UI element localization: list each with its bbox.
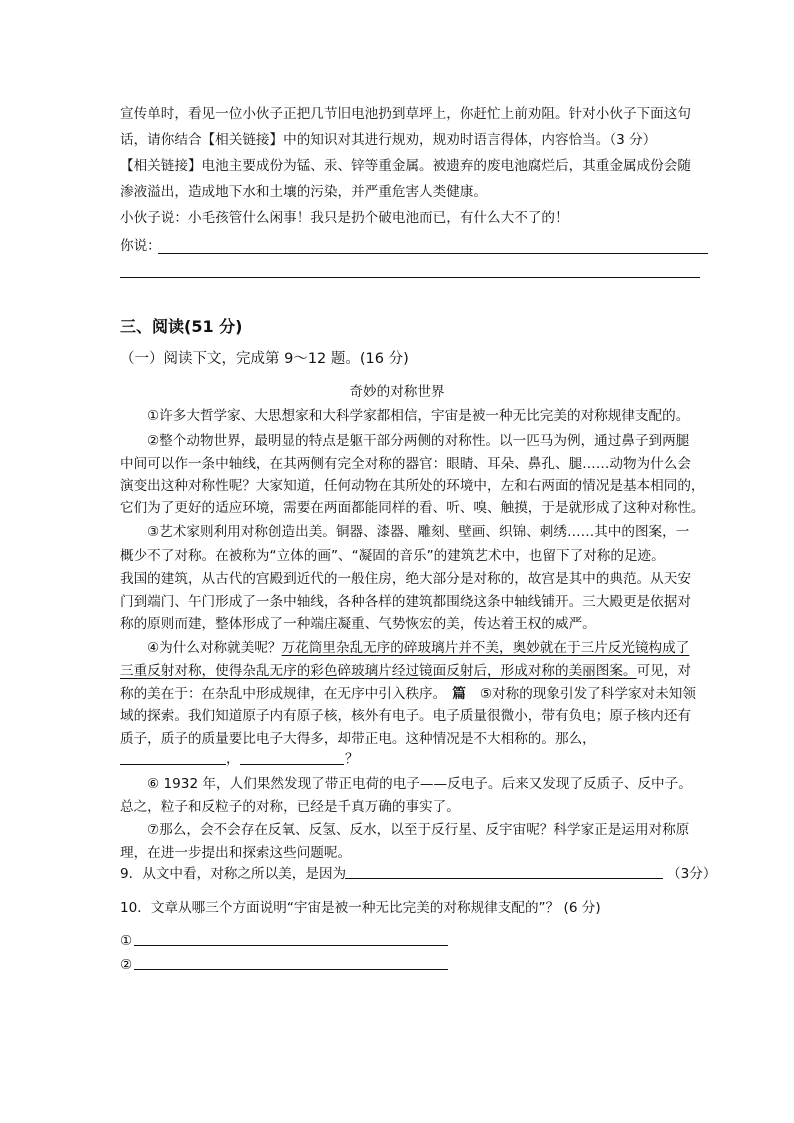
you-say-label: 你说： bbox=[120, 238, 161, 254]
paragraph-2-line-1: ②整个动物世界，最明显的特点是躯干部分两侧的对称性。以一匹马为例，通过鼻子到两腿 bbox=[147, 433, 690, 449]
answer-line-2[interactable] bbox=[120, 277, 700, 278]
related-link-line-1: 【相关链接】电池主要成份为锰、汞、锌等重金属。被遗弃的废电池腐烂后，其重金属成份会随 bbox=[120, 158, 691, 174]
question-10-answer-line-1[interactable] bbox=[134, 945, 448, 946]
stray-character: 篇 bbox=[452, 686, 466, 702]
paragraph-4-underlined-2: 三重反射对称，使得杂乱无序的彩色碎玻璃片经过镜面反射后，形成对称的美丽图案。 bbox=[120, 663, 637, 679]
question-9: 9．从文中看，对称之所以美，是因为 bbox=[120, 866, 347, 882]
question-10-answer-line-2[interactable] bbox=[134, 969, 448, 970]
paragraph-2-line-3: 演变出这种对称性呢？大家知道，任何动物在其所处的环境中，左和右两面的情况是基本相同的， bbox=[120, 478, 705, 494]
intro-line-2: 话，请你结合【相关链接】中的知识对其进行规劝，规劝时语言得体，内容恰当。（3 分） bbox=[120, 132, 657, 148]
paragraph-5-line-3: 质子，质子的质量要比电子大得多，却带正电。这种情况是不大相称的。那么， bbox=[120, 731, 596, 747]
paragraph-3-line-4: 门到端门、午门形成了一条中轴线，各种各样的建筑都围绕这条中轴线铺开。三大殿更是依据对 bbox=[120, 594, 691, 610]
article-title: 奇妙的对称世界 bbox=[349, 384, 445, 400]
paragraph-2-line-2: 中间可以作一条中轴线，在其两侧有完全对称的器官：眼睛、耳朵、鼻孔、腿……动物为什么会 bbox=[120, 456, 691, 472]
paragraph-4-line-3 bbox=[120, 683, 696, 705]
paragraph-6-line-1: ⑥ 1932 年，人们果然发现了带正电荷的电子——反电子。后来又发现了反质子、反中子。 bbox=[147, 776, 692, 792]
paragraph-4-continuation: 可见，对 bbox=[636, 663, 691, 679]
paragraph-2-line-4: 它们为了更好的适应环境，需要在两面都能同样的看、听、嗅、触摸，于是就形成了这种对称性。 bbox=[120, 500, 705, 516]
question-9-answer-line[interactable] bbox=[345, 878, 663, 879]
section-title: 三、阅读(51 分) bbox=[120, 317, 243, 336]
paragraph-7-line-1: ⑦那么，会不会存在反氧、反氢、反水，以至于反行星、反宇宙呢？科学家正是运用对称原 bbox=[147, 822, 690, 838]
question-9-score: （3分） bbox=[667, 866, 717, 882]
paragraph-6-line-2: 总之，粒子和反粒子的对称，已经是千真万确的事实了。 bbox=[120, 799, 460, 815]
paragraph-3-line-1: ③艺术家则利用对称创造出美。铜器、漆器、雕刻、壁画、织锦、刺绣……其中的图案，一 bbox=[147, 524, 690, 540]
paragraph-4-line-1 bbox=[147, 637, 689, 659]
paragraph-5-line-2: 域的探索。我们知道原子内有原子核，核外有电子。电子质量很微小，带有负电；原子核内还有 bbox=[120, 708, 691, 724]
answer-bullet-1: ① bbox=[120, 933, 133, 949]
question-10: 10．文章从哪三个方面说明“宇宙是被一种无比完美的对称规律支配的”？ (6 分) bbox=[120, 900, 601, 916]
paragraph-3-line-5: 称的原则而建，整体形成了一种端庄凝重、气势恢宏的美，传达着王权的威严。 bbox=[120, 616, 596, 632]
paragraph-1: ①许多大哲学家、大思想家和大科学家都相信，宇宙是被一种无比完美的对称规律支配的。 bbox=[147, 408, 690, 424]
paragraph-5-line-1: ⑤对称的现象引发了科学家对未知领 bbox=[479, 686, 696, 702]
paragraph-4-line-2 bbox=[120, 660, 691, 682]
answer-line-1[interactable] bbox=[158, 253, 708, 254]
blank-line-b[interactable] bbox=[240, 764, 344, 765]
blank-line-a[interactable] bbox=[120, 764, 226, 765]
section-subtitle: （一）阅读下文，完成第 9～12 题。(16 分) bbox=[120, 351, 409, 367]
young-man-quote: 小伙子说：小毛孩管什么闲事！我只是扔个破电池而已，有什么大不了的！ bbox=[120, 210, 569, 226]
paragraph-3-line-2: 概少不了对称。在被称为“立体的画”、“凝固的音乐”的建筑艺术中，也留下了对称的足迹。 bbox=[120, 548, 665, 564]
blank-comma: ， bbox=[226, 751, 240, 767]
paragraph-4-conclusion: 称的美在于：在杂乱中形成规律，在无序中引入秩序。 bbox=[120, 686, 447, 702]
answer-bullet-2: ② bbox=[120, 957, 133, 973]
intro-line-1: 宣传单时，看见一位小伙子正把几节旧电池扔到草坪上，你赶忙上前劝阻。针对小伙子下面这句 bbox=[120, 106, 691, 122]
paragraph-7-line-2: 理，在进一步提出和探索这些问题呢。 bbox=[120, 845, 352, 861]
paragraph-4-question: ④为什么对称就美呢？ bbox=[147, 640, 282, 656]
related-link-line-2: 渗液溢出，造成地下水和土壤的污染，并严重危害人类健康。 bbox=[120, 184, 488, 200]
paragraph-4-underlined-1: 万花筒里杂乱无序的碎玻璃片并不美，奥妙就在于三片反光镜构成了 bbox=[281, 640, 690, 656]
paragraph-3-line-3: 我国的建筑，从古代的宫殿到近代的一般住房，绝大部分是对称的，故宫是其中的典范。从天安 bbox=[120, 571, 691, 587]
blank-question-mark: ？ bbox=[345, 751, 359, 767]
